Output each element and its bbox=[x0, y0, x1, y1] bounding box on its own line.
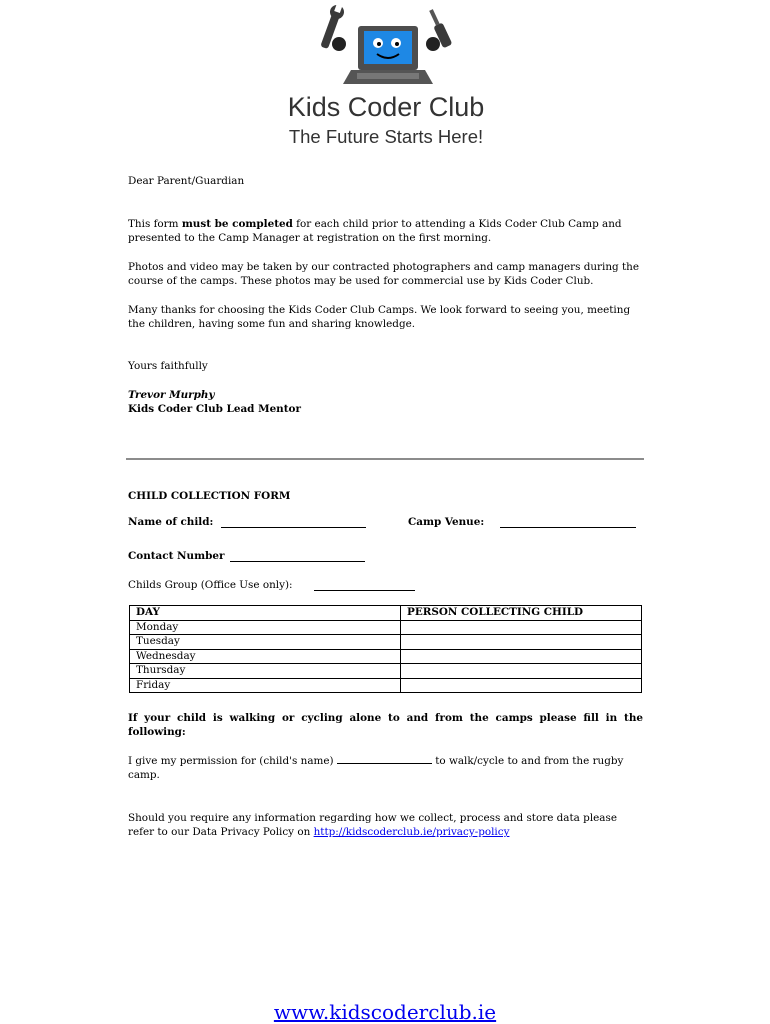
table-row bbox=[130, 635, 642, 650]
day-cell: Tuesday bbox=[130, 635, 401, 650]
camp-venue-label: Camp Venue: bbox=[408, 516, 485, 528]
table-row bbox=[130, 678, 642, 693]
form-heading: CHILD COLLECTION FORM bbox=[128, 490, 291, 502]
contact-number-field[interactable] bbox=[230, 561, 365, 562]
name-of-child-label: Name of child: bbox=[128, 516, 214, 528]
laptop-mascot-icon bbox=[255, 4, 517, 94]
logo bbox=[255, 4, 517, 150]
logo-title: Kids Coder Club bbox=[287, 92, 485, 122]
table-row bbox=[130, 664, 642, 679]
walking-heading: If your child is walking or cycling alone to and from the camps please fill in the following: bbox=[128, 712, 643, 739]
table-row bbox=[130, 620, 642, 635]
permission-statement bbox=[128, 754, 643, 782]
permission-child-name-field[interactable] bbox=[337, 754, 432, 764]
logo-tagline: The Future Starts Here! bbox=[288, 126, 484, 147]
paragraph-form-requirement bbox=[128, 217, 643, 245]
paragraph-photos: Photos and video may be taken by our contracted photographers and camp managers during the course of the camps. These photos may be used for commercial use by Kids Coder Club. bbox=[128, 261, 640, 288]
camp-venue-field[interactable] bbox=[500, 527, 636, 528]
table-header-row bbox=[130, 606, 642, 621]
p1-bold: must be completed bbox=[181, 218, 293, 230]
person-cell[interactable] bbox=[401, 678, 642, 693]
closing: Yours faithfully bbox=[128, 360, 208, 372]
paragraph-thanks: Many thanks for choosing the Kids Coder Club Camps. We look forward to seeing you, meeting the children, having some fun and sharing knowledge. bbox=[128, 304, 631, 331]
header-person: PERSON COLLECTING CHILD bbox=[401, 606, 642, 621]
person-cell[interactable] bbox=[401, 620, 642, 635]
collection-table bbox=[129, 605, 642, 693]
privacy-policy-link[interactable]: http://kidscoderclub.ie/privacy-policy bbox=[313, 826, 510, 839]
footer-website-link[interactable]: www.kidscoderclub.ie bbox=[273, 1000, 497, 1024]
childs-group-field[interactable] bbox=[314, 590, 415, 591]
permission-post: to walk/cycle to and from the rugby camp. bbox=[128, 755, 624, 782]
table-row bbox=[130, 649, 642, 664]
p1-pre: This form bbox=[128, 218, 182, 230]
signer-title: Kids Coder Club Lead Mentor bbox=[128, 403, 301, 415]
person-cell[interactable] bbox=[401, 664, 642, 679]
day-cell: Thursday bbox=[130, 664, 401, 679]
person-cell[interactable] bbox=[401, 649, 642, 664]
day-cell: Wednesday bbox=[130, 649, 401, 664]
greeting: Dear Parent/Guardian bbox=[128, 175, 245, 187]
privacy-text: Should you require any information regarding how we collect, process and store data please refer to our Data Privacy Policy on bbox=[128, 812, 617, 839]
childs-group-label: Childs Group (Office Use only): bbox=[128, 579, 293, 591]
section-divider bbox=[126, 458, 644, 460]
person-cell[interactable] bbox=[401, 635, 642, 650]
day-cell: Friday bbox=[130, 678, 401, 693]
p1-post: for each child prior to attending a Kids Coder Club Camp and presented to the Camp Manager at registration on the first morning. bbox=[128, 218, 622, 245]
contact-number-label: Contact Number bbox=[128, 550, 225, 562]
permission-pre: I give my permission for (child's name) bbox=[128, 755, 334, 767]
header-day: DAY bbox=[130, 606, 401, 621]
signer-name: Trevor Murphy bbox=[128, 389, 215, 401]
privacy-notice bbox=[128, 811, 643, 839]
name-of-child-field[interactable] bbox=[221, 527, 366, 528]
day-cell: Monday bbox=[130, 620, 401, 635]
